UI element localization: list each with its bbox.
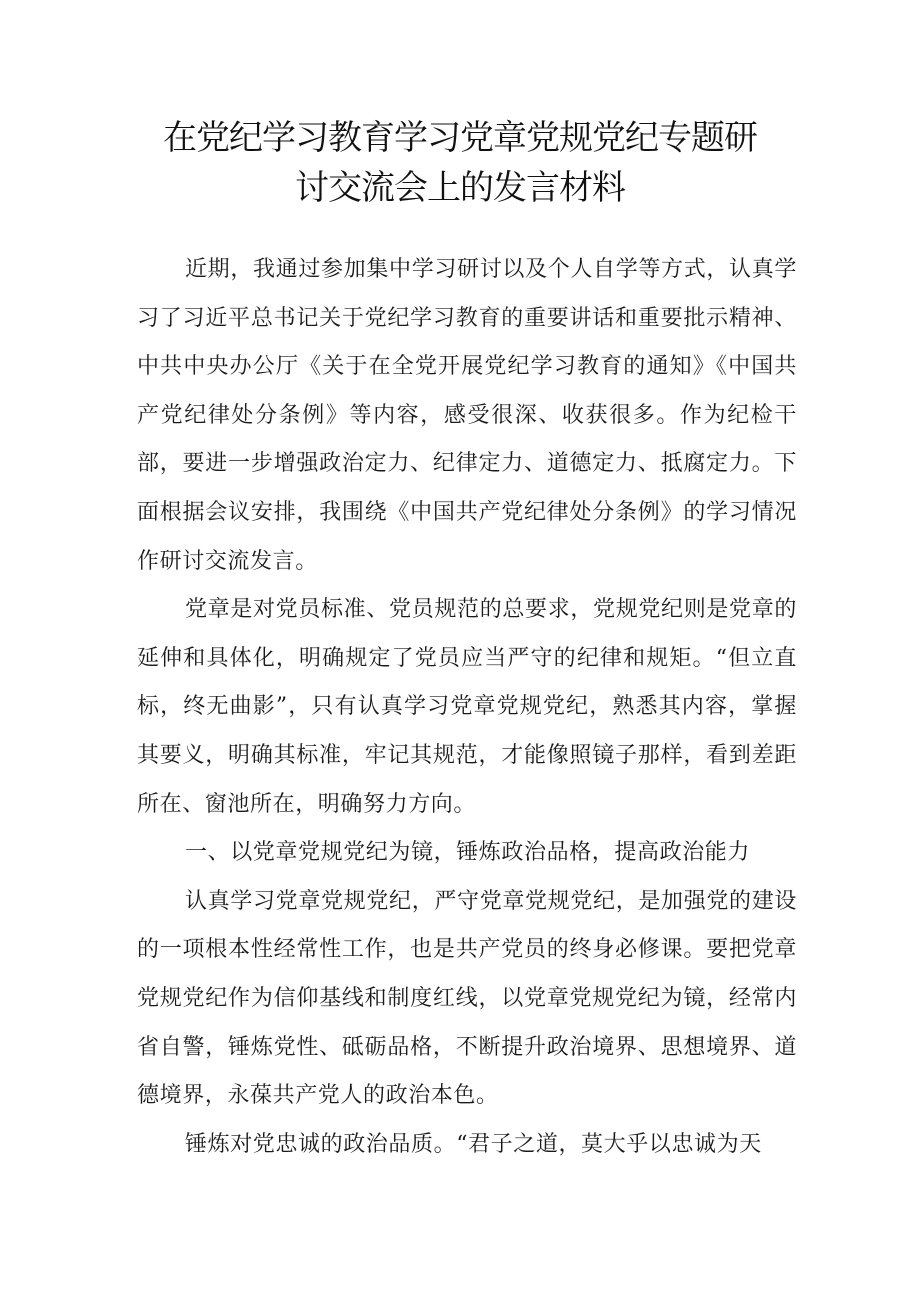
- section-paragraph-2: 锤炼对党忠诚的政治品质。“君子之道，莫大乎以忠诚为天: [185, 1131, 762, 1157]
- paragraph-party-constitution: 党章是对党员标准、党员规范的总要求，党规党纪则是党章的延伸和具体化，明确规定了党员应当严守的纪律和规矩。“但立直标，终无曲影”，只有认真学习党章党规党纪，熟悉其内容，掌握其要义，明确其标准，牢记其规范，才能像照镜子那样，看到差距所在、窗池所在，明确努力方向。: [137, 597, 797, 817]
- title-line-1: 在党纪学习教育学习党章党规党纪专题研: [163, 118, 757, 158]
- section-heading-1: 一、以党章党规党纪为镜，锤炼政治品格，提高政治能力: [185, 840, 751, 866]
- title-line-2: 讨交流会上的发言材料: [295, 168, 625, 208]
- document-body: [137, 246, 797, 1169]
- document-title: [0, 113, 920, 213]
- section-paragraph-1: 认真学习党章党规党纪，严守党章党规党纪，是加强党的建设的一项根本性经常性工作，也是共产党员的终身必修课。要把党章党规党纪作为信仰基线和制度红线，以党章党规党纪为镜，经常内省自警，锤炼党性、砥砺品格，不断提升政治境界、思想境界、道德境界，永葆共产党人的政治本色。: [137, 888, 797, 1109]
- paragraph-intro: 近期，我通过参加集中学习研讨以及个人自学等方式，认真学习了习近平总书记关于党纪学习教育的重要讲话和重要批示精神、中共中央办公厅《关于在全党开展党纪学习教育的通知》《中国共产党纪律处分条例》等内容，感受很深、收获很多。作为纪检干部，要进一步增强政治定力、纪律定力、道德定力、抵腐定力。下面根据会议安排，我围绕《中国共产党纪律处分条例》的学习情况作研讨交流发言。: [137, 257, 797, 574]
